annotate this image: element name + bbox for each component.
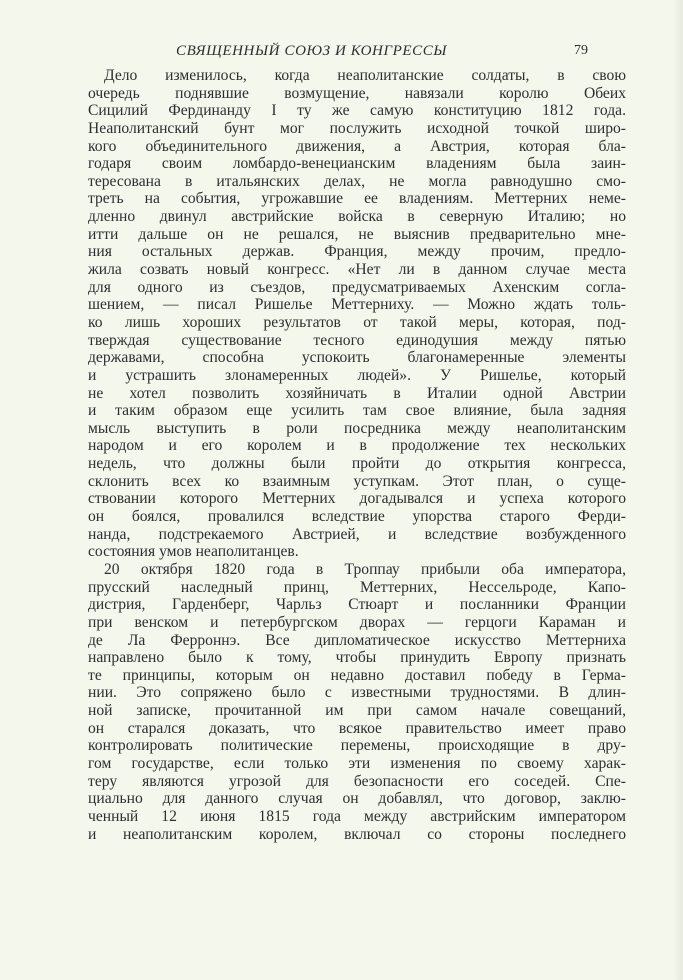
text-line: и неаполитанским королем, включал со стороны последнего [88,825,626,843]
text-line: Сицилий Фердинанду I ту же самую конституцию 1812 года. [88,102,626,120]
text-line: прусский наследный принц, Меттерних, Нессельроде, Капо- [88,578,626,596]
text-line: Дело изменилось, когда неаполитанские солдаты, в свою [104,67,626,84]
text-line: и устрашить злонамеренных людей». У Ришелье, который [88,366,626,384]
text-line: жила созвать новый конгресс. «Нет ли в данном случае места [88,261,626,279]
text-line: мысль выступить в роли посредника между неаполитанским [88,419,626,437]
text-line: контролировать политические перемены, происходящие в дру- [88,737,626,755]
text-line: очередь поднявшие возмущение, навязали королю Обеих [88,84,626,102]
text-line: державами, способна успокоить благонамеренные элементы [88,349,626,367]
text-line: нии. Это сопряжено было с известными трудностями. В длин- [88,684,626,702]
page-edge-shadow [673,0,683,980]
text-line: 20 октября 1820 года в Троппау прибыли оба императора, [104,560,626,578]
text-line: Неаполитанский бунт мог послужить исходной точкой широ- [88,119,626,137]
text-line: шением, — писал Ришелье Меттерниху. — Можно ждать толь- [88,296,626,314]
text-line: недель, что должны были пройти до открытия конгресса, [88,455,626,473]
text-line: ствовании которого Меттерних догадывался и успеха которого [88,490,626,508]
text-line: дленно двинул австрийские войска в северную Италию; но [88,208,626,226]
text-line: гом государстве, если только эти изменения по своему харак- [88,754,626,772]
text-line: состояния умов неаполитанцев. [88,543,299,561]
text-line: при венском и петербургском дворах — герцоги Караман и [88,613,626,631]
body-text [88,67,626,843]
text-line: тверждая существование тесного единодушия между пятью [88,331,626,349]
text-line: тересована в итальянских делах, не могла равнодушно смо- [88,172,626,190]
text-line: те принципы, которым он недавно доставил победу в Герма- [88,666,626,684]
text-line: ко лишь хороших результатов от такой меры, которая, под- [88,313,626,331]
text-line: не хотел позволить хозяйничать в Италии одной Австрии [88,384,626,402]
text-line: кого объединительного движения, а Австрия, которая бла- [88,137,626,155]
text-line: он боялся, провалился вследствие упорства старого Ферди- [88,508,626,526]
text-line: ченный 12 июня 1815 года между австрийским императором [88,807,626,825]
text-line: ной записке, прочитанной им при самом начале совещаний, [88,702,626,720]
text-line: нанда, подстрекаемого Австрией, и вследствие возбужденного [88,525,626,543]
text-line: треть на события, угрожавшие ее владениям. Меттерних неме- [88,190,626,208]
text-line: направлено было к тому, чтобы принудить Европу признать [88,649,626,667]
text-line: народом и его королем и в продолжение тех нескольких [88,437,626,455]
text-line: ния остальных держав. Франция, между прочим, предло- [88,243,626,261]
text-line: и таким образом еще усилить там свое влияние, была задняя [88,402,626,420]
text-line: дистрия, Гарденберг, Чарльз Стюарт и посланники Франции [88,596,626,614]
page-header [88,43,628,63]
text-line: де Ла Ферроннэ. Все дипломатическое искусство Меттерниха [88,631,626,649]
running-title: СВЯЩЕННЫЙ СОЮЗ И КОНГРЕССЫ [176,43,448,59]
text-line: годаря своим ломбардо-венецианским владениям была заин- [88,155,626,173]
text-line: итти дальше он не решался, не выяснив предварительно мне- [88,225,626,243]
text-line: циально для данного случая он добавлял, что договор, заклю- [88,790,626,808]
text-line: для одного из съездов, предусматриваемых Ахенским согла- [88,278,626,296]
text-line: теру являются угрозой для безопасности его соседей. Спе- [88,772,626,790]
text-line: склонить всех ко взаимным уступкам. Этот план, о суще- [88,472,626,490]
page-number: 79 [574,43,588,58]
text-line: он старался доказать, что всякое правительство имеет право [88,719,626,737]
